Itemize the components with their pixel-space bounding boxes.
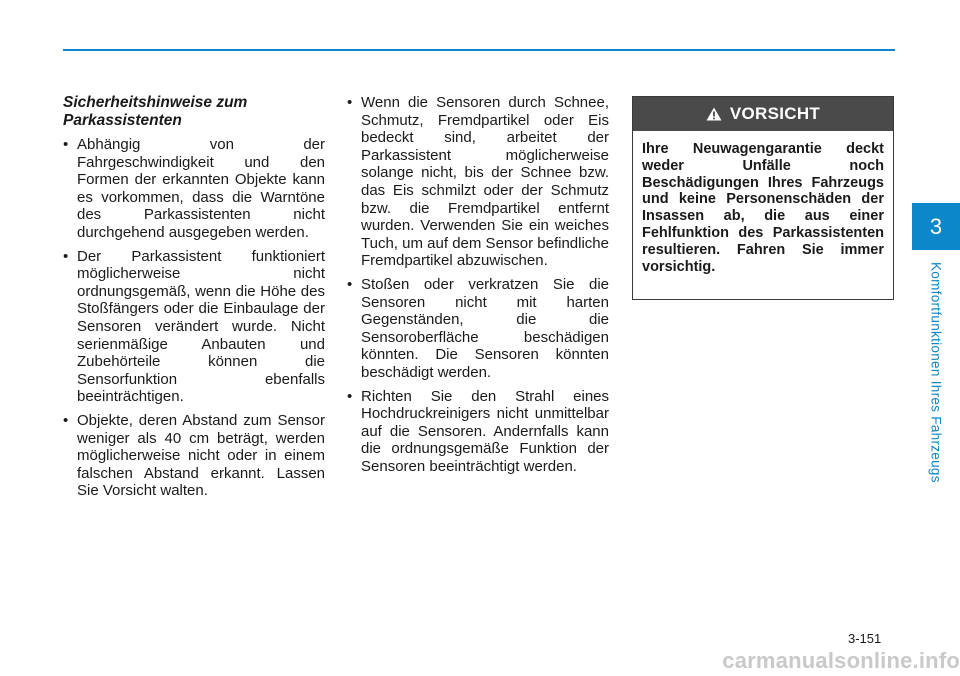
caution-title: VORSICHT [729, 104, 821, 123]
list-item: • Richten Sie den Strahl eines Hochdruckreinigers nicht unmittelbar auf die Sensoren. Andernfalls kann die ordnungsgemäße Funktion der Sensoren beeinträchtigt werden. [347, 388, 609, 476]
caution-text: Ihre Neuwagengarantie deckt weder Unfälle noch Beschädigungen Ihres Fahrzeugs und keine Personenschäden der Insassen ab, die aus einer Fehlfunktion des Parkassistenten resultieren. Fahren Sie immer vorsichtig. [642, 141, 884, 275]
warning-triangle-icon [706, 107, 722, 121]
chapter-title: Komfortfunktionen Ihres Fahrzeugs [928, 262, 944, 483]
page-number: 3-151 [848, 631, 882, 646]
section-heading: Sicherheitshinweise zum Parkassistenten [63, 94, 248, 129]
list-item: • Abhängig von der Fahrgeschwindigkeit und den Formen der erkannten Objekte kann es vorkommen, dass die Warntöne des Parkassistenten nicht durchgehend ausgegeben werden. [63, 136, 325, 242]
caution-box [632, 96, 894, 300]
header-rule [63, 49, 895, 51]
list-item: • Wenn die Sensoren durch Schnee, Schmutz, Fremdpartikel oder Eis bedeckt sind, arbeitet der Parkassistent möglicherweise solange nicht, bis der Schnee bzw. das Eis schmilzt oder der Schmutz bzw. die Fremdpartikel entfernt wurden. Verwenden Sie ein weiches Tuch, um auf dem Sensor befindliche Fremdpartikel abzuwischen. [347, 94, 609, 270]
caution-header [633, 97, 893, 131]
list-item: • Objekte, deren Abstand zum Sensor weniger als 40 cm beträgt, werden möglicherweise nicht oder in einem falschen Abstand erkannt. Lassen Sie Vorsicht walten. [63, 412, 325, 500]
list-item: • Stoßen oder verkratzen Sie die Sensoren nicht mit harten Gegenständen, die die Sensoroberfläche beschädigen könnten. Die Sensoren könnten beschädigt werden. [347, 276, 609, 382]
chapter-tab [912, 203, 960, 250]
left-column [63, 94, 325, 506]
watermark: carmanualsonline.info [722, 648, 960, 673]
list-item: • Der Parkassistent funktioniert möglicherweise nicht ordnungsgemäß, wenn die Höhe des Stoßfängers oder die Einbaulage der Sensoren verändert wurde. Nicht serienmäßige Anbauten und Zubehörteile können die Sensorfunktion ebenfalls beeinträchtigen. [63, 248, 325, 406]
middle-column [347, 94, 609, 481]
middle-bullet-list [347, 94, 609, 475]
left-bullet-list [63, 136, 325, 500]
chapter-number: 3 [929, 213, 943, 239]
